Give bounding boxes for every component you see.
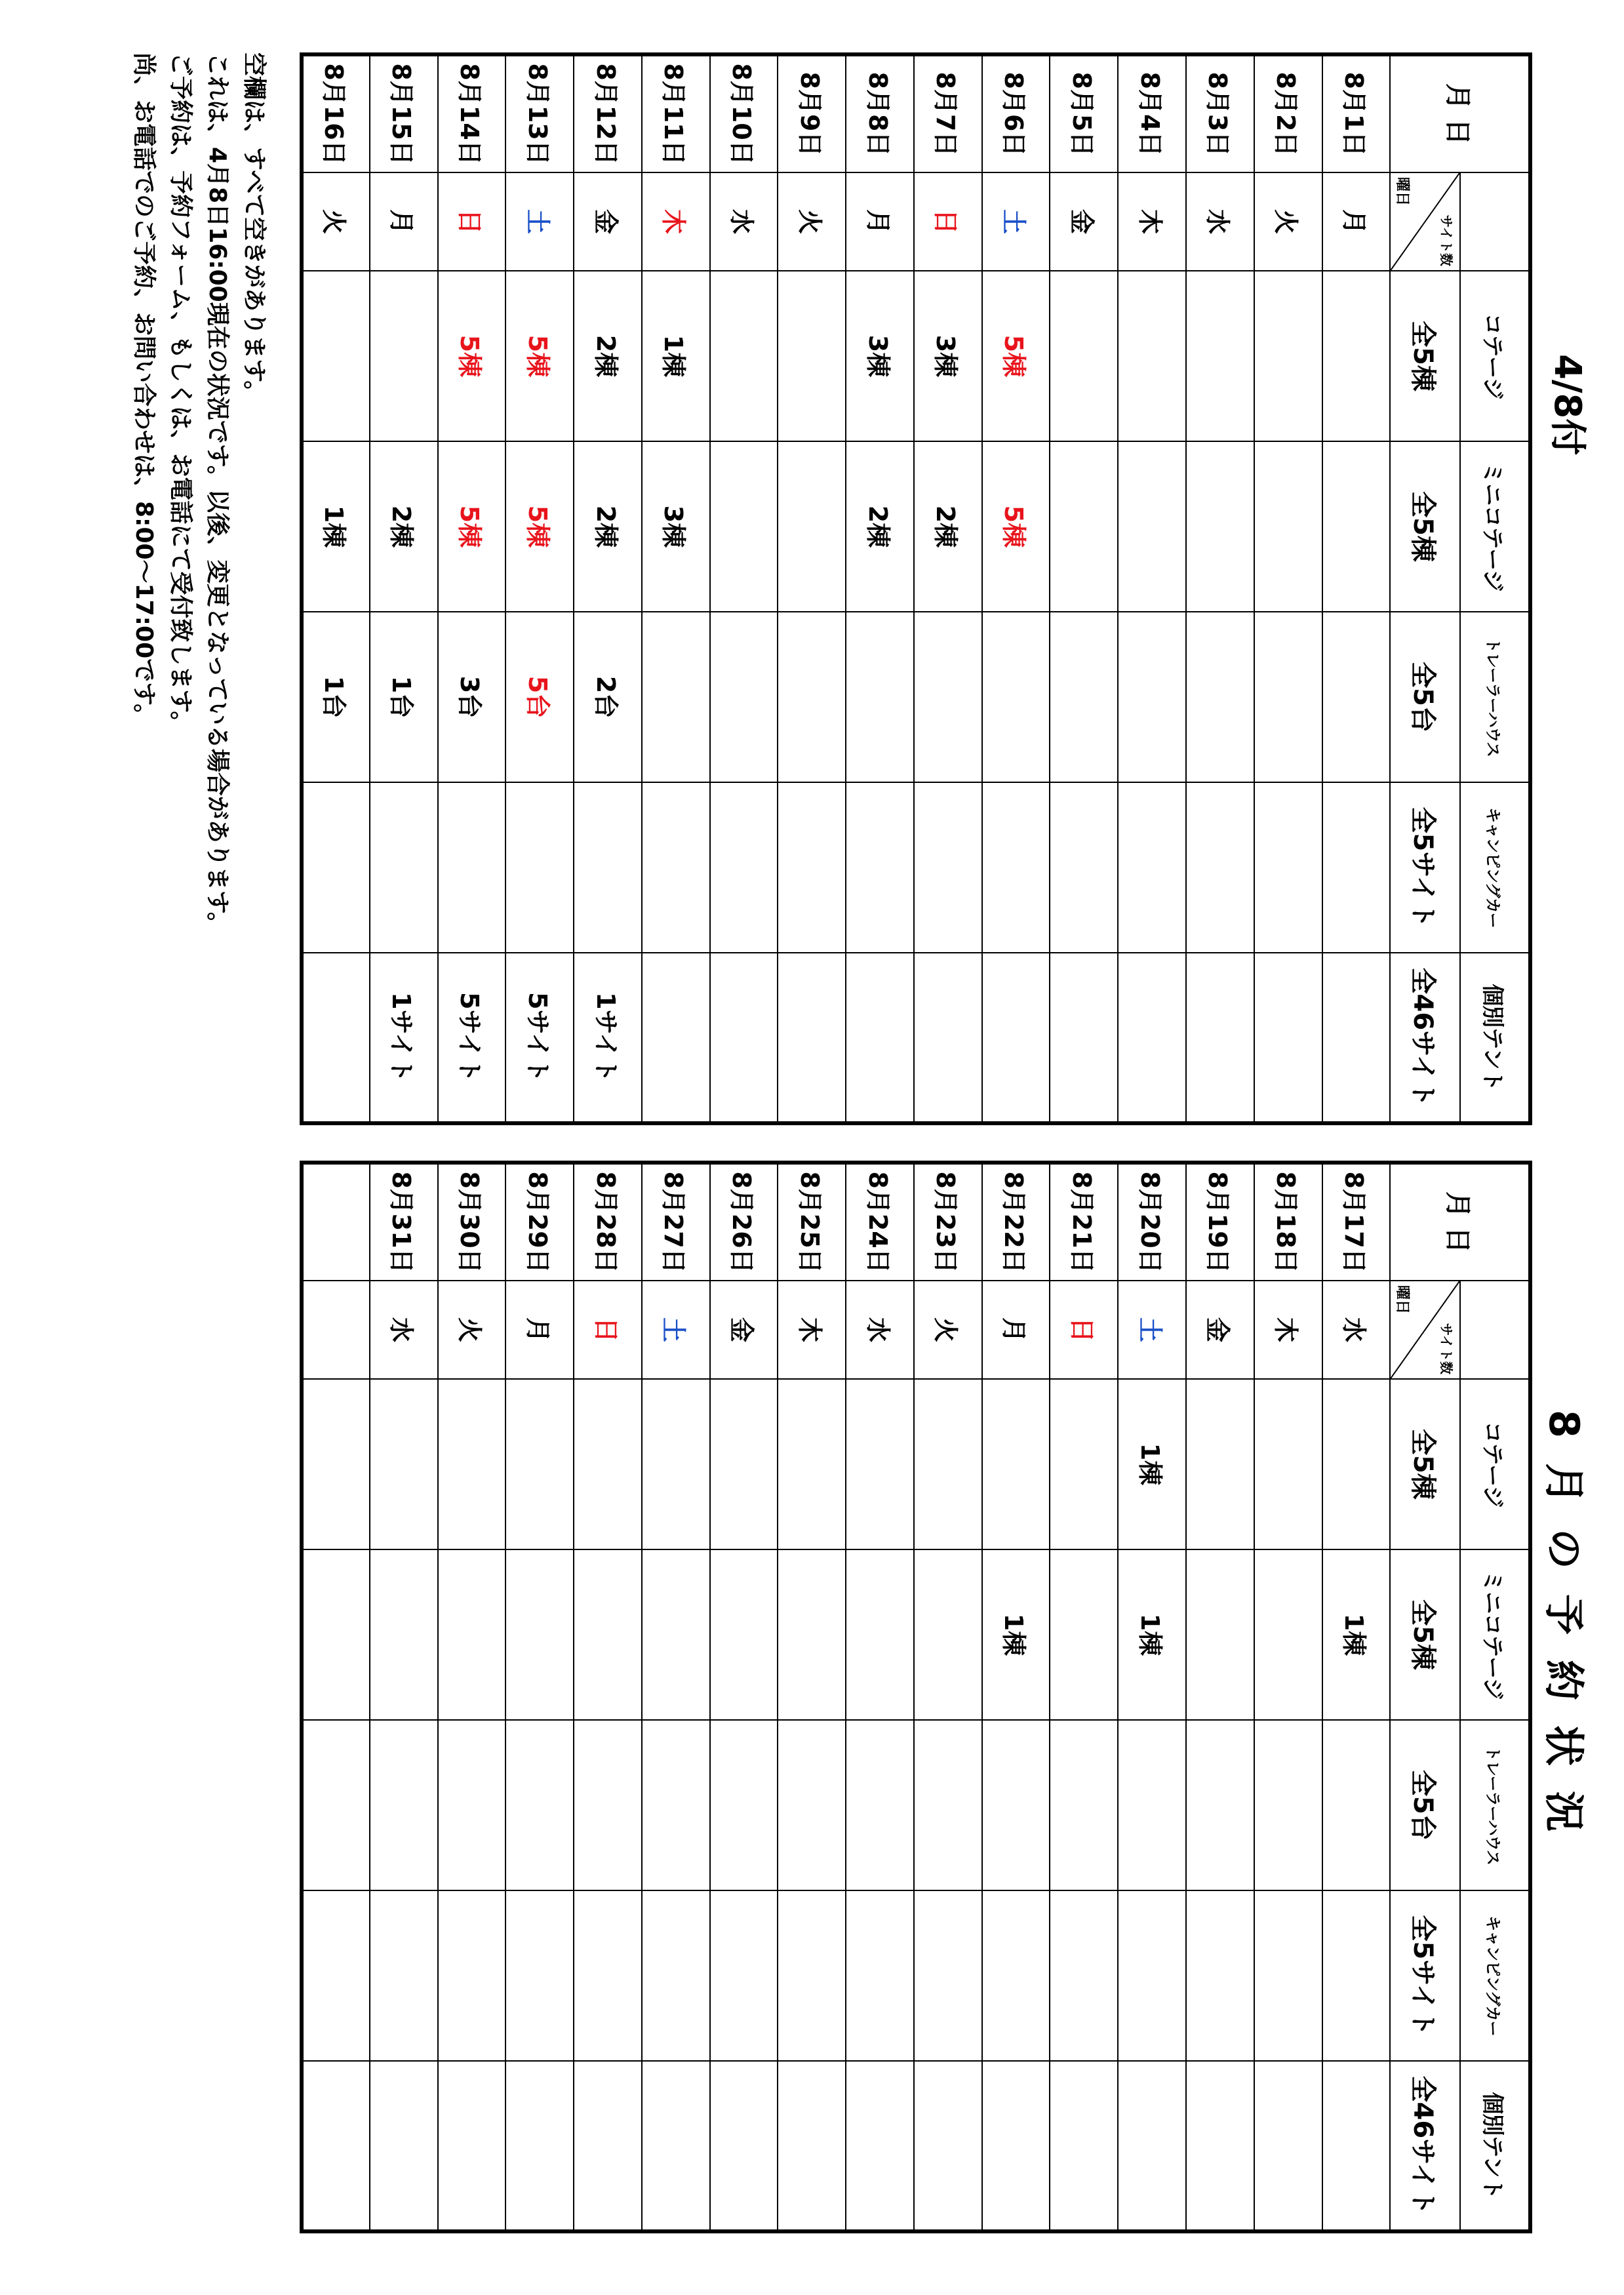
date-cell: 8月21日 xyxy=(1050,1163,1118,1281)
availability-cell xyxy=(914,953,982,1123)
table-row xyxy=(370,1163,438,2231)
availability-cell xyxy=(982,2061,1050,2231)
category-total: 全5棟 xyxy=(1390,1549,1460,1720)
availability-cell: 5サイト xyxy=(505,953,574,1123)
weekday-cell: 火 xyxy=(778,172,846,271)
category-header: キャンピングカー xyxy=(1460,782,1530,953)
date-cell: 8月29日 xyxy=(505,1163,574,1281)
availability-cell xyxy=(574,782,642,953)
availability-cell xyxy=(574,1549,642,1720)
availability-cell xyxy=(846,782,914,953)
table-row xyxy=(370,54,438,1123)
availability-cell xyxy=(914,1890,982,2061)
header-row-categories xyxy=(1460,54,1530,1123)
availability-cell xyxy=(642,1549,710,1720)
weekday-cell: 水 xyxy=(370,1281,438,1379)
availability-cell xyxy=(642,1890,710,2061)
date-cell: 8月12日 xyxy=(574,54,642,172)
availability-cell: 1棟 xyxy=(1118,1379,1186,1549)
availability-cell xyxy=(1118,782,1186,953)
table-row xyxy=(574,54,642,1123)
table-row xyxy=(982,1163,1050,2231)
table-row xyxy=(574,1163,642,2231)
date-cell: 8月24日 xyxy=(846,1163,914,1281)
date-cell: 8月10日 xyxy=(710,54,778,172)
availability-cell: 5台 xyxy=(505,612,574,782)
availability-cell: 5棟 xyxy=(505,271,574,441)
availability-cell xyxy=(982,612,1050,782)
weekday-cell: 月 xyxy=(982,1281,1050,1379)
weekday-cell: 火 xyxy=(302,172,370,271)
availability-cell xyxy=(1186,1720,1254,1890)
weekday-cell: 火 xyxy=(438,1281,506,1379)
availability-cell xyxy=(505,1379,574,1549)
availability-cell xyxy=(302,271,370,441)
availability-cell: 1棟 xyxy=(642,271,710,441)
date-cell: 8月17日 xyxy=(1322,1163,1391,1281)
weekday-cell: 日 xyxy=(1050,1281,1118,1379)
availability-cell xyxy=(914,1720,982,1890)
date-cell: 8月26日 xyxy=(710,1163,778,1281)
availability-cell xyxy=(778,782,846,953)
availability-cell xyxy=(1050,1720,1118,1890)
table-row xyxy=(642,1163,710,2231)
weekday-cell: 月 xyxy=(1322,172,1391,271)
availability-cell xyxy=(710,1379,778,1549)
site-count-label: サイト数 xyxy=(1438,1323,1455,1374)
weekday-cell: 日 xyxy=(574,1281,642,1379)
date-cell: 8月2日 xyxy=(1254,54,1322,172)
header-blank-cell xyxy=(1460,1281,1530,1379)
category-total: 全5台 xyxy=(1390,1720,1460,1890)
table-row xyxy=(642,54,710,1123)
table-row xyxy=(1322,54,1391,1123)
table-row xyxy=(1322,1163,1391,2231)
availability-cell xyxy=(370,271,438,441)
weekday-cell: 土 xyxy=(982,172,1050,271)
availability-cell xyxy=(778,1890,846,2061)
date-cell: 8月16日 xyxy=(302,54,370,172)
category-total: 全46サイト xyxy=(1390,953,1460,1123)
weekday-cell: 土 xyxy=(505,172,574,271)
weekday-cell: 木 xyxy=(1254,1281,1322,1379)
weekday-cell: 火 xyxy=(914,1281,982,1379)
site-count-label: サイト数 xyxy=(1438,214,1455,266)
page-title: 8月の予約状況 xyxy=(1540,1410,1588,1857)
availability-cell xyxy=(1254,441,1322,612)
availability-cell xyxy=(710,612,778,782)
availability-cell xyxy=(982,1720,1050,1890)
header-row-totals xyxy=(1390,54,1460,1123)
category-total: 全5台 xyxy=(1390,612,1460,782)
availability-cell xyxy=(1186,782,1254,953)
table-row xyxy=(1254,1163,1322,2231)
availability-cell xyxy=(505,1890,574,2061)
availability-cell xyxy=(710,782,778,953)
weekday-label: 曜日 xyxy=(1394,1285,1411,1315)
category-header: コテージ xyxy=(1460,1379,1530,1549)
availability-cell xyxy=(846,1379,914,1549)
availability-cell xyxy=(778,1549,846,1720)
date-cell: 8月13日 xyxy=(505,54,574,172)
date-cell: 8月20日 xyxy=(1118,1163,1186,1281)
header-row-categories xyxy=(1460,1163,1530,2231)
availability-cell xyxy=(1050,2061,1118,2231)
table-row xyxy=(1050,54,1118,1123)
availability-cell xyxy=(1254,1720,1322,1890)
availability-cell: 5棟 xyxy=(505,441,574,612)
availability-cell: 5棟 xyxy=(982,271,1050,441)
availability-cell: 3台 xyxy=(438,612,506,782)
availability-cell xyxy=(642,1379,710,1549)
availability-cell xyxy=(505,1549,574,1720)
table-row xyxy=(1050,1163,1118,2231)
availability-cell xyxy=(1254,782,1322,953)
availability-cell xyxy=(302,1890,370,2061)
availability-cell xyxy=(370,1890,438,2061)
date-column-header: 月 日 xyxy=(1390,1163,1530,1281)
weekday-cell: 水 xyxy=(1186,172,1254,271)
availability-cell: 2棟 xyxy=(914,441,982,612)
availability-cell: 5サイト xyxy=(438,953,506,1123)
availability-cell: 1サイト xyxy=(574,953,642,1123)
availability-cell xyxy=(1118,441,1186,612)
availability-cell xyxy=(778,271,846,441)
weekday-cell: 月 xyxy=(505,1281,574,1379)
availability-cell xyxy=(505,2061,574,2231)
category-total: 全5サイト xyxy=(1390,782,1460,953)
note-line: これは、4月8日16:00現在の状況です。以後、変更となっている場合があります。 xyxy=(204,52,231,936)
date-cell: 8月5日 xyxy=(1050,54,1118,172)
availability-cell xyxy=(710,441,778,612)
date-cell: 8月31日 xyxy=(370,1163,438,1281)
availability-cell: 3棟 xyxy=(642,441,710,612)
availability-cell xyxy=(438,2061,506,2231)
date-cell: 8月22日 xyxy=(982,1163,1050,1281)
availability-cell xyxy=(1050,1379,1118,1549)
availability-cell: 2棟 xyxy=(846,441,914,612)
availability-cell xyxy=(1322,782,1391,953)
availability-cell xyxy=(982,1890,1050,2061)
availability-cell xyxy=(1050,271,1118,441)
availability-cell xyxy=(1118,2061,1186,2231)
category-header: トレーラーハウス xyxy=(1460,1720,1530,1890)
table-row xyxy=(710,54,778,1123)
table-row xyxy=(846,1163,914,2231)
availability-cell xyxy=(778,612,846,782)
availability-cell: 1棟 xyxy=(302,441,370,612)
date-cell: 8月19日 xyxy=(1186,1163,1254,1281)
availability-cell xyxy=(505,1720,574,1890)
availability-cell: 2台 xyxy=(574,612,642,782)
category-total: 全5棟 xyxy=(1390,441,1460,612)
weekday-cell: 日 xyxy=(914,172,982,271)
availability-cell: 5棟 xyxy=(982,441,1050,612)
availability-cell xyxy=(438,1890,506,2061)
availability-cell xyxy=(1254,1890,1322,2061)
availability-cell xyxy=(370,1720,438,1890)
availability-cell xyxy=(1118,1720,1186,1890)
date-cell: 8月11日 xyxy=(642,54,710,172)
table-row xyxy=(1186,54,1254,1123)
availability-cell xyxy=(302,1549,370,1720)
category-total: 全5棟 xyxy=(1390,271,1460,441)
availability-cell xyxy=(642,612,710,782)
availability-cell xyxy=(846,1890,914,2061)
availability-cell: 1サイト xyxy=(370,953,438,1123)
table-row xyxy=(914,54,982,1123)
availability-cell xyxy=(1186,2061,1254,2231)
availability-cell xyxy=(1050,1549,1118,1720)
table-row xyxy=(438,1163,506,2231)
availability-cell xyxy=(370,1379,438,1549)
availability-cell xyxy=(710,953,778,1123)
availability-cell: 2棟 xyxy=(370,441,438,612)
availability-cell: 1台 xyxy=(370,612,438,782)
availability-cell: 2棟 xyxy=(574,271,642,441)
availability-cell xyxy=(642,2061,710,2231)
availability-cell: 5棟 xyxy=(438,441,506,612)
availability-cell xyxy=(914,2061,982,2231)
table-row xyxy=(505,1163,574,2231)
availability-cell xyxy=(1254,1549,1322,1720)
notes xyxy=(125,52,272,1167)
availability-cell xyxy=(1254,271,1322,441)
table-row xyxy=(778,54,846,1123)
reservation-table-left xyxy=(300,52,1532,1125)
date-cell: 8月1日 xyxy=(1322,54,1391,172)
availability-cell xyxy=(778,953,846,1123)
table-row xyxy=(778,1163,846,2231)
availability-cell xyxy=(574,1890,642,2061)
table-row xyxy=(982,54,1050,1123)
availability-cell xyxy=(302,1720,370,1890)
reservation-table-right xyxy=(300,1161,1532,2233)
availability-cell xyxy=(710,271,778,441)
weekday-cell: 火 xyxy=(1254,172,1322,271)
category-header: トレーラーハウス xyxy=(1460,612,1530,782)
availability-cell xyxy=(846,612,914,782)
availability-cell xyxy=(438,1379,506,1549)
availability-cell xyxy=(1118,612,1186,782)
note-line: 尚、お電話でのご予約、お問い合わせは、8:00～17:00です。 xyxy=(130,52,157,728)
availability-cell xyxy=(1186,1890,1254,2061)
header-blank-cell xyxy=(1460,172,1530,271)
table-row xyxy=(1118,1163,1186,2231)
category-header: 個別テント xyxy=(1460,2061,1530,2231)
availability-cell xyxy=(438,1720,506,1890)
availability-cell xyxy=(302,782,370,953)
availability-cell xyxy=(1322,1379,1391,1549)
availability-cell xyxy=(642,953,710,1123)
weekday-cell: 金 xyxy=(1186,1281,1254,1379)
table-row xyxy=(1118,54,1186,1123)
category-header: コテージ xyxy=(1460,271,1530,441)
table-row xyxy=(505,54,574,1123)
table-row xyxy=(438,54,506,1123)
availability-cell xyxy=(914,1379,982,1549)
availability-cell xyxy=(1186,953,1254,1123)
category-total: 全46サイト xyxy=(1390,2061,1460,2231)
availability-cell xyxy=(1186,1379,1254,1549)
availability-cell xyxy=(778,441,846,612)
availability-cell xyxy=(1050,441,1118,612)
table-row xyxy=(710,1163,778,2231)
date-cell: 8月27日 xyxy=(642,1163,710,1281)
availability-cell: 1棟 xyxy=(1322,1549,1391,1720)
availability-cell xyxy=(1050,1890,1118,2061)
availability-cell xyxy=(1322,441,1391,612)
availability-cell xyxy=(1050,612,1118,782)
category-header: キャンピングカー xyxy=(1460,1890,1530,2061)
availability-cell xyxy=(438,782,506,953)
availability-cell xyxy=(710,2061,778,2231)
date-cell: 8月18日 xyxy=(1254,1163,1322,1281)
availability-cell xyxy=(914,1549,982,1720)
weekday-cell xyxy=(302,1281,370,1379)
availability-cell xyxy=(1322,612,1391,782)
site-weekday-header xyxy=(1390,172,1460,271)
weekday-cell: 土 xyxy=(1118,1281,1186,1379)
availability-cell: 1台 xyxy=(302,612,370,782)
weekday-label: 曜日 xyxy=(1394,177,1411,207)
availability-cell: 5棟 xyxy=(438,271,506,441)
weekday-cell: 木 xyxy=(1118,172,1186,271)
site-weekday-header xyxy=(1390,1281,1460,1379)
availability-cell xyxy=(1050,953,1118,1123)
date-cell: 8月15日 xyxy=(370,54,438,172)
availability-cell xyxy=(438,1549,506,1720)
availability-cell xyxy=(778,1379,846,1549)
note-line: ご予約は、予約フォーム、もしくは、お電話にて受付致します。 xyxy=(167,52,194,735)
availability-cell xyxy=(1322,953,1391,1123)
date-cell: 8月6日 xyxy=(982,54,1050,172)
availability-cell xyxy=(1118,1890,1186,2061)
weekday-cell: 月 xyxy=(370,172,438,271)
availability-cell xyxy=(642,782,710,953)
availability-cell xyxy=(1254,1379,1322,1549)
availability-cell xyxy=(846,1720,914,1890)
category-total: 全5棟 xyxy=(1390,1379,1460,1549)
table-row xyxy=(846,54,914,1123)
availability-cell xyxy=(710,1549,778,1720)
availability-cell xyxy=(642,1720,710,1890)
date-column-header: 月 日 xyxy=(1390,54,1530,172)
availability-cell xyxy=(710,1890,778,2061)
weekday-cell: 木 xyxy=(642,172,710,271)
availability-cell xyxy=(574,1379,642,1549)
weekday-cell: 水 xyxy=(710,172,778,271)
weekday-cell: 金 xyxy=(574,172,642,271)
availability-cell xyxy=(778,2061,846,2231)
availability-cell xyxy=(1186,612,1254,782)
availability-cell xyxy=(982,953,1050,1123)
table-row xyxy=(302,54,370,1123)
table-row xyxy=(1186,1163,1254,2231)
weekday-cell: 水 xyxy=(1322,1281,1391,1379)
availability-cell: 3棟 xyxy=(914,271,982,441)
as-of-date: 4/8付 xyxy=(1546,354,1589,456)
table-row xyxy=(302,1163,370,2231)
availability-cell xyxy=(982,1379,1050,1549)
availability-cell xyxy=(1254,612,1322,782)
weekday-cell: 金 xyxy=(710,1281,778,1379)
availability-cell: 1棟 xyxy=(1118,1549,1186,1720)
availability-cell xyxy=(1322,271,1391,441)
category-header: 個別テント xyxy=(1460,953,1530,1123)
availability-cell xyxy=(710,1720,778,1890)
date-cell: 8月23日 xyxy=(914,1163,982,1281)
date-cell: 8月7日 xyxy=(914,54,982,172)
availability-cell xyxy=(982,782,1050,953)
availability-cell xyxy=(914,782,982,953)
availability-cell xyxy=(1186,271,1254,441)
availability-cell xyxy=(1322,1890,1391,2061)
category-total: 全5サイト xyxy=(1390,1890,1460,2061)
date-cell: 8月14日 xyxy=(438,54,506,172)
table-row xyxy=(914,1163,982,2231)
date-cell: 8月25日 xyxy=(778,1163,846,1281)
weekday-cell: 月 xyxy=(846,172,914,271)
availability-cell xyxy=(778,1720,846,1890)
header-row-totals xyxy=(1390,1163,1460,2231)
availability-cell xyxy=(370,2061,438,2231)
availability-cell xyxy=(505,782,574,953)
availability-cell xyxy=(370,782,438,953)
availability-cell xyxy=(1254,2061,1322,2231)
availability-cell xyxy=(846,953,914,1123)
availability-cell xyxy=(574,2061,642,2231)
date-cell: 8月28日 xyxy=(574,1163,642,1281)
availability-cell xyxy=(1050,782,1118,953)
availability-cell xyxy=(370,1549,438,1720)
availability-cell xyxy=(302,1379,370,1549)
availability-cell xyxy=(1118,271,1186,441)
table-row xyxy=(1254,54,1322,1123)
date-cell: 8月9日 xyxy=(778,54,846,172)
availability-cell: 2棟 xyxy=(574,441,642,612)
category-header: ミニコテージ xyxy=(1460,441,1530,612)
availability-cell: 3棟 xyxy=(846,271,914,441)
date-cell xyxy=(302,1163,370,1281)
note-line: 空欄は、すべて空きがあります。 xyxy=(241,52,267,405)
availability-cell xyxy=(574,1720,642,1890)
weekday-cell: 木 xyxy=(778,1281,846,1379)
availability-cell xyxy=(302,953,370,1123)
availability-cell xyxy=(302,2061,370,2231)
availability-cell xyxy=(1322,1720,1391,1890)
availability-cell xyxy=(1186,441,1254,612)
date-cell: 8月30日 xyxy=(438,1163,506,1281)
availability-cell xyxy=(1118,953,1186,1123)
date-cell: 8月3日 xyxy=(1186,54,1254,172)
category-header: ミニコテージ xyxy=(1460,1549,1530,1720)
weekday-cell: 水 xyxy=(846,1281,914,1379)
availability-cell xyxy=(846,1549,914,1720)
availability-cell xyxy=(1186,1549,1254,1720)
weekday-cell: 土 xyxy=(642,1281,710,1379)
availability-cell xyxy=(1254,953,1322,1123)
date-cell: 8月8日 xyxy=(846,54,914,172)
date-cell: 8月4日 xyxy=(1118,54,1186,172)
availability-cell xyxy=(914,612,982,782)
availability-cell xyxy=(1322,2061,1391,2231)
availability-cell: 1棟 xyxy=(982,1549,1050,1720)
weekday-cell: 日 xyxy=(438,172,506,271)
weekday-cell: 金 xyxy=(1050,172,1118,271)
availability-cell xyxy=(846,2061,914,2231)
